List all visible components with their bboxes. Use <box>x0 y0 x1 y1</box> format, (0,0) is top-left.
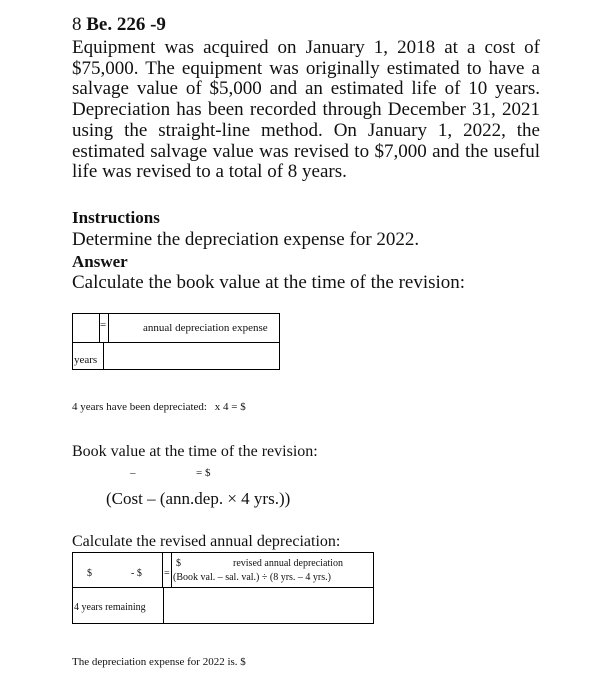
divider <box>73 587 373 588</box>
years-remaining-label: 4 years remaining <box>74 602 146 613</box>
dollar-sign: $ <box>87 568 92 579</box>
instructions-text: Determine the depreciation expense for 2022. <box>72 229 420 250</box>
divider <box>103 342 104 370</box>
answer-heading: Answer <box>72 252 128 271</box>
problem-heading <box>72 14 166 36</box>
problem-code: Be. 226 -9 <box>86 14 166 35</box>
revised-depreciation-label: revised annual depreciation <box>233 558 343 569</box>
minus-dollar: - $ <box>131 568 142 579</box>
divider <box>171 553 172 587</box>
depreciated-line <box>72 401 246 413</box>
problem-number: 8 <box>72 14 82 35</box>
step1-text: Calculate the book value at the time of the revision: <box>72 272 466 293</box>
dollar-sign: $ <box>176 558 181 569</box>
divider <box>108 314 109 342</box>
equals-sign: = <box>164 568 170 579</box>
revised-depreciation-table <box>72 552 374 624</box>
annual-depreciation-label: annual depreciation expense <box>143 322 268 334</box>
instructions-heading: Instructions <box>72 208 160 227</box>
equals-sign: = <box>100 319 107 331</box>
depreciated-label: 4 years have been depreciated: <box>72 401 207 413</box>
years-label: years <box>74 354 98 366</box>
divider <box>163 587 164 624</box>
minus-sign: – <box>130 467 136 479</box>
book-value-label: Book value at the time of the revision: <box>72 443 318 460</box>
divider <box>162 553 163 587</box>
problem-text: Equipment was acquired on January 1, 2018 at a cost of $75,000. The equipment was originally estimated to have a salvage value of $5,000 and an estimated life of 10 years. Depreciation has been recorded through December 31, 2021 using the straight-line method. On January 1, 2022, the estimated salvage value was revised to $7,000 and the useful life was revised to a total of 8 years. <box>72 37 540 183</box>
revised-formula: (Book val. – sal. val.) ÷ (8 yrs. – 4 yrs.) <box>173 572 331 583</box>
depreciated-calc: x 4 = $ <box>214 401 246 413</box>
annual-depreciation-table <box>72 313 280 370</box>
step2-text: Calculate the revised annual depreciation: <box>72 533 341 550</box>
book-value-calc: = $ <box>196 467 211 479</box>
book-value-formula: (Cost – (ann.dep. × 4 yrs.)) <box>106 489 291 508</box>
final-answer-text: The depreciation expense for 2022 is. $ <box>72 656 246 668</box>
